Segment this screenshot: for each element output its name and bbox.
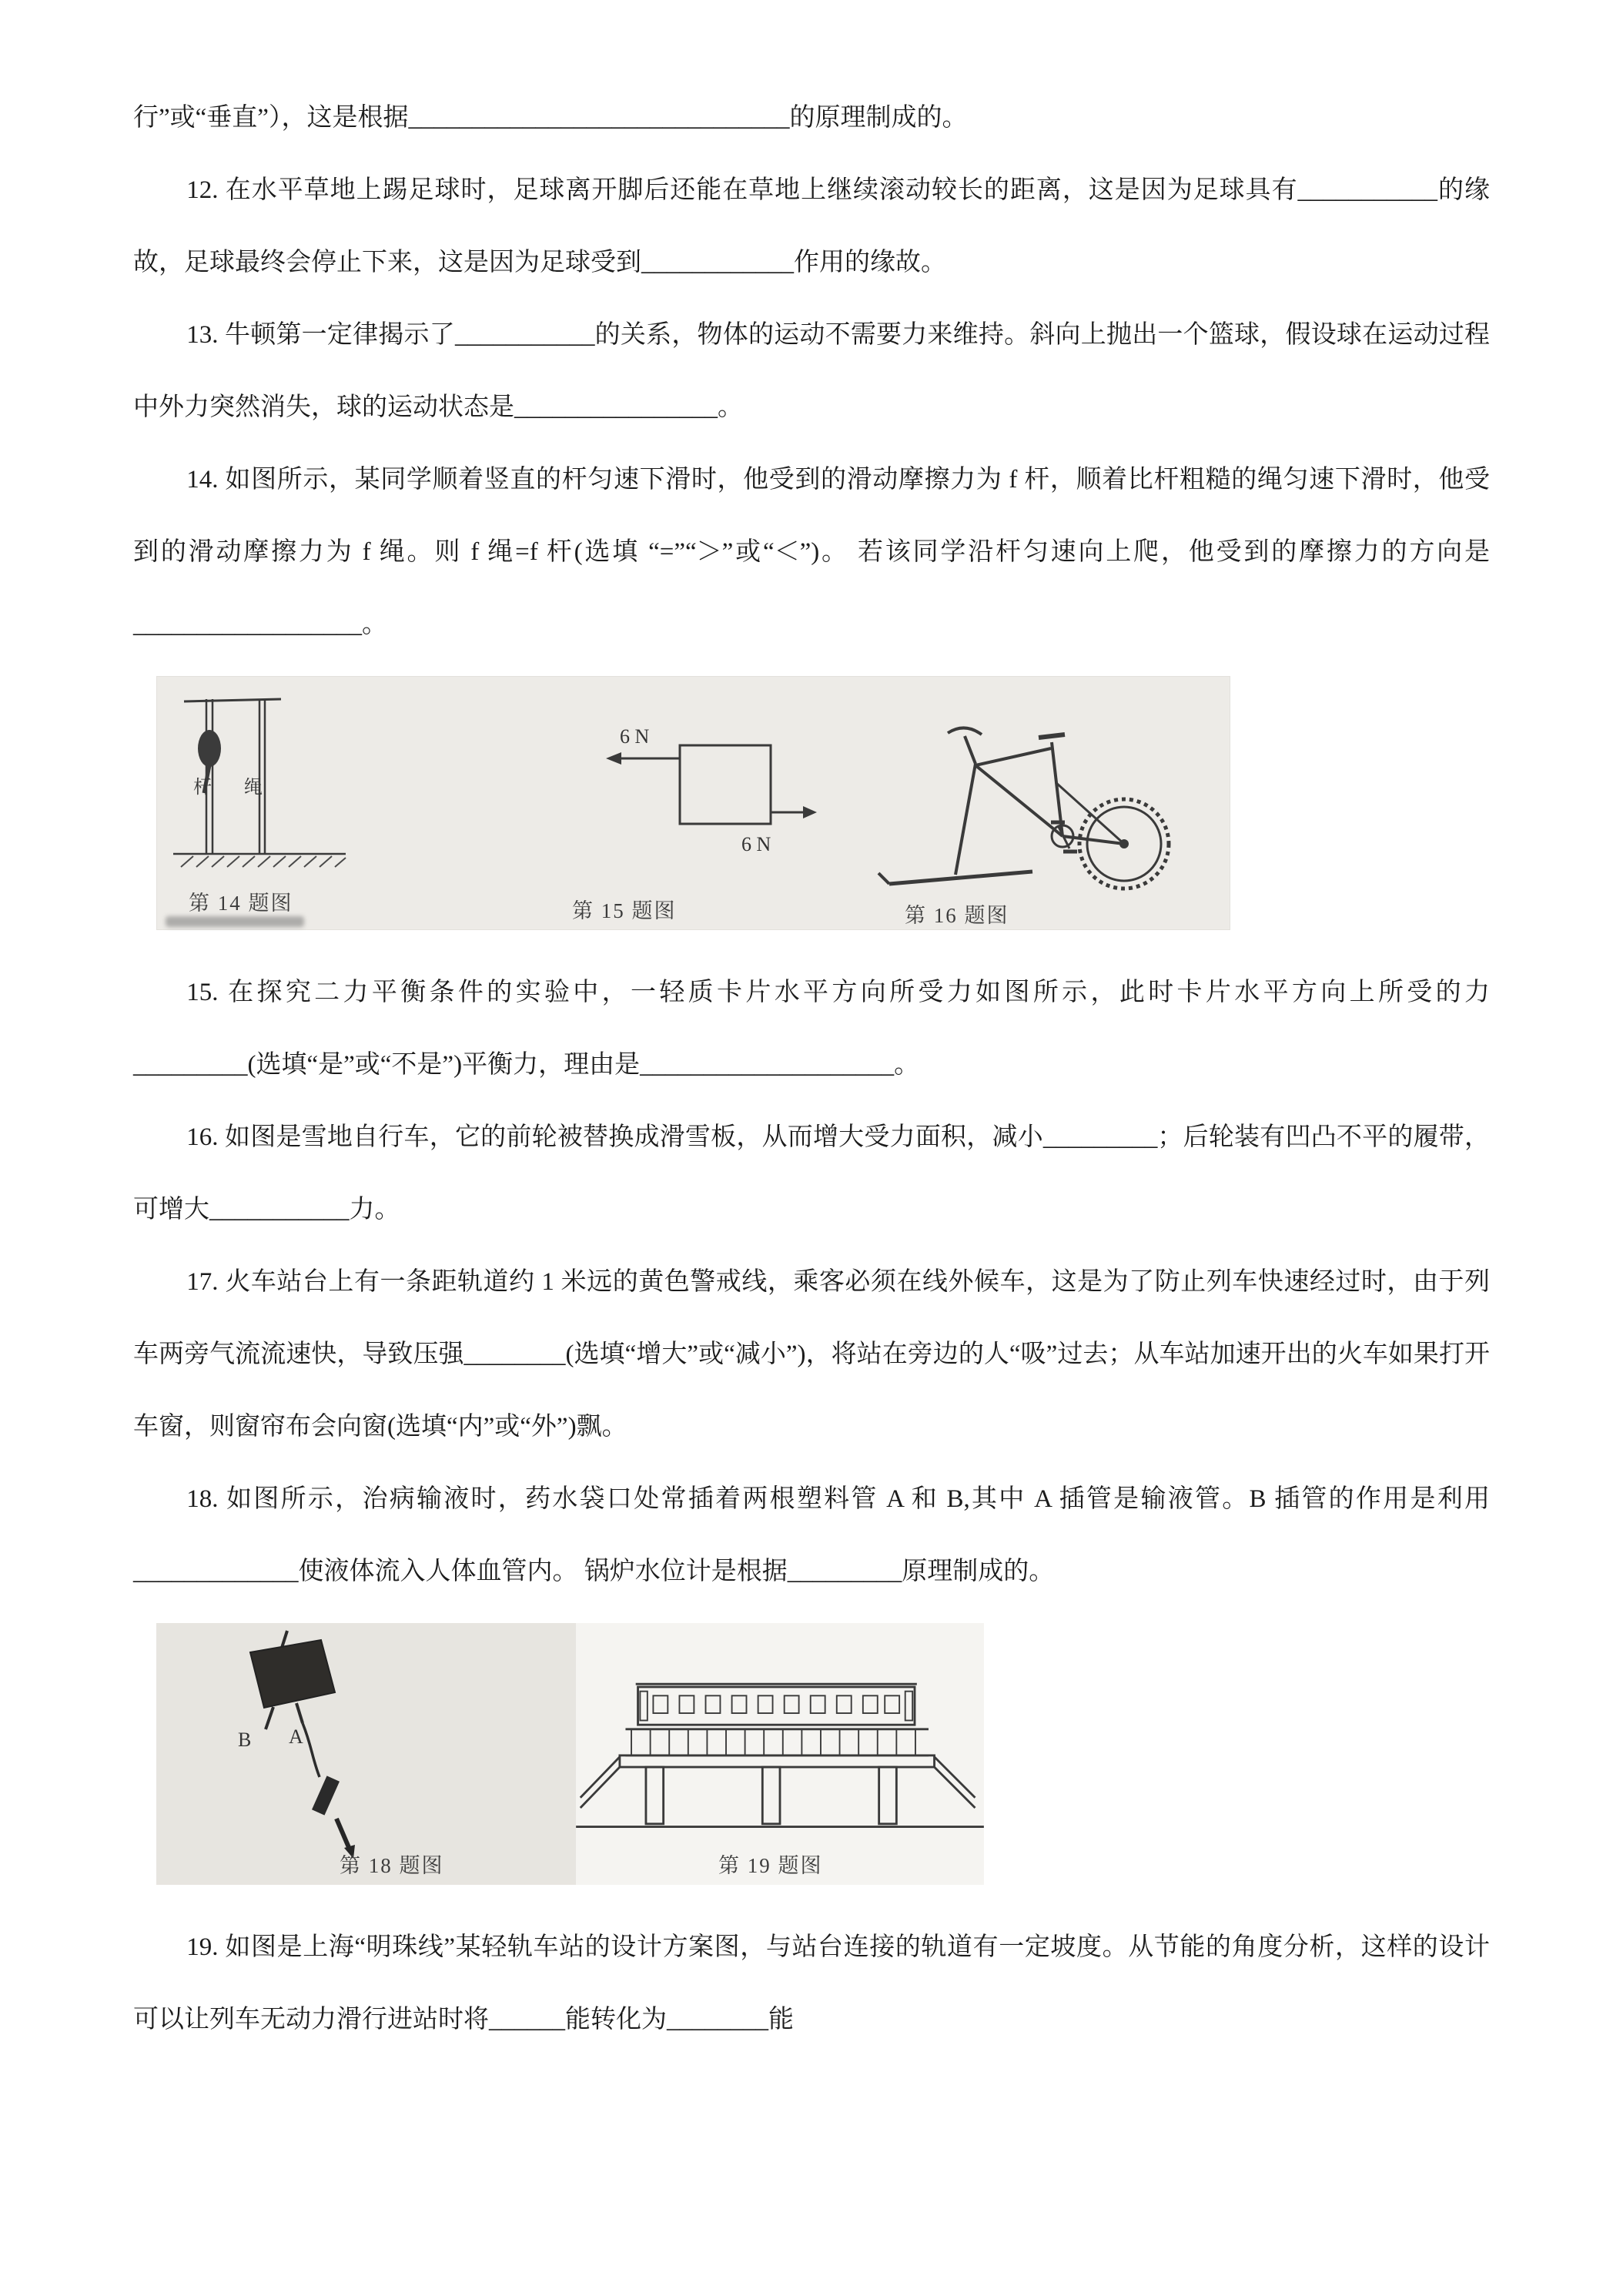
question-13: 13. 牛顿第一定律揭示了___________的关系，物体的运动不需要力来维持。斜向上抛出一个篮球，假设球在运动过程中外力突然消失，球的运动状态是________________。: [133, 321, 1490, 421]
figure-16-sketch: [872, 690, 1203, 902]
figure-strip-14-15-16: [156, 676, 1230, 930]
figure-15-caption: 第 15 题图: [572, 899, 677, 922]
figure-16-caption: 第 16 题图: [905, 904, 1009, 927]
tube-a-label: A: [289, 1725, 303, 1748]
force-label-bottom: 6 N: [741, 833, 771, 855]
figure-19-caption: 第 19 题图: [718, 1854, 823, 1877]
question-19: 19. 如图是上海“明珠线”某轻轨车站的设计方案图，与站台连接的轨道有一定坡度。从节能的角度分析，这样的设计可以让列车无动力滑行进站时将______能转化为________能: [133, 1933, 1490, 2033]
question-15: 15. 在探究二力平衡条件的实验中，一轻质卡片水平方向所受力如图所示，此时卡片水平方向上所受的力_________(选填“是”或“不是”)平衡力，理由是____________________。: [133, 979, 1490, 1079]
pole-rope-climber-drawing: [172, 685, 349, 887]
rope-label: 绳: [244, 778, 263, 798]
iv-bag-drawing: [195, 1629, 457, 1860]
force-label-top: 6 N: [620, 725, 650, 748]
figure-14-caption: 第 14 题图: [189, 892, 293, 915]
figure-19-sketch: [576, 1646, 984, 1862]
scan-artifact: [166, 916, 304, 927]
question-14: 14. 如图所示，某同学顺着竖直的杆匀速下滑时，他受到的滑动摩擦力为 f 杆，顺着比杆粗糙的绳匀速下滑时，他受到的滑动摩擦力为 f 绳。则 f 绳=f 杆(选填 “=”“＞”或“＜”)。 若该同学沿杆匀速向上爬，他受到的摩擦力的方向是__________________。: [133, 466, 1490, 638]
train-station-drawing: [576, 1646, 984, 1862]
question-18: 18. 如图所示，治病输液时，药水袋口处常插着两根塑料管 A 和 B,其中 A 插管是输液管。B 插管的作用是利用_____________使液体流入人体血管内。 锅炉水位计是根据_________原理制成的。: [133, 1485, 1490, 1585]
figure-18-caption: 第 18 题图: [340, 1854, 444, 1877]
question-12: 12. 在水平草地上踢足球时，足球离开脚后还能在草地上继续滚动较长的距离，这是因为足球具有___________的缘故，足球最终会停止下来，这是因为足球受到____________作用的缘故。: [133, 176, 1490, 276]
snow-bicycle-drawing: [872, 690, 1203, 902]
card-forces-drawing: [587, 711, 818, 865]
figure-18-sketch: [195, 1629, 457, 1860]
tube-b-label: B: [238, 1729, 252, 1751]
question-11-continuation: 行”或“垂直”），这是根据______________________________的原理制成的。: [133, 104, 968, 132]
exam-content: [133, 82, 1490, 2056]
question-16: 16. 如图是雪地自行车，它的前轮被替换成滑雪板，从而增大受力面积，减小_________；后轮装有凹凸不平的履带，可增大___________力。: [133, 1123, 1490, 1223]
pole-label: 杆: [193, 778, 212, 798]
figure-strip-18-19: [156, 1623, 984, 1885]
figure-14-sketch: [172, 685, 349, 887]
figure-15-sketch: [587, 711, 818, 865]
question-17: 17. 火车站台上有一条距轨道约 1 米远的黄色警戒线，乘客必须在线外候车，这是为了防止列车快速经过时，由于列车两旁气流流速快，导致压强________(选填“增大”或“减小”)，将站在旁边的人“吸”过去；从车站加速开出的火车如果打开车窗，则窗帘布会向窗(选填“内”或“外”)飘。: [133, 1268, 1490, 1441]
